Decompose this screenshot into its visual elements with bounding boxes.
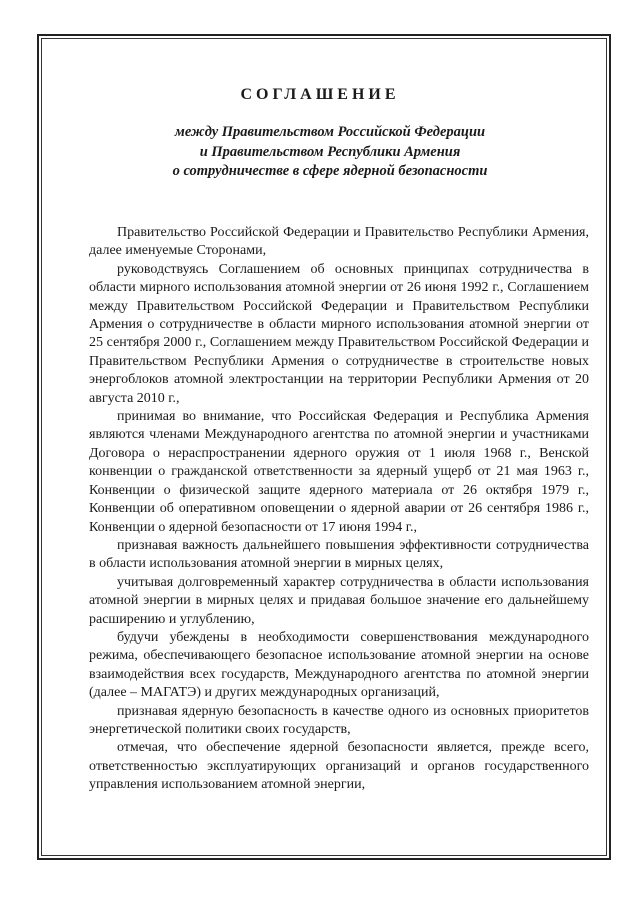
subtitle-line: и Правительством Республики Армения	[199, 143, 461, 160]
paragraph-recognizing-safety: признавая ядерную безопасность в качестве одного из основных приоритетов энергетической политики своих государств,	[89, 703, 589, 737]
subtitle-line: между Правительством Российской Федерации	[174, 124, 486, 140]
paragraph-convinced: будучи убеждены в необходимости совершенствования международного режима, обеспечивающего безопасное использование атомной энергии на основе взаимодействия всех государств, Международного агентства по атомной энергии (далее – МАГАТЭ) и других международных организаций,	[89, 629, 589, 701]
paragraph-recognizing-importance: признавая важность дальнейшего повышения эффективности сотрудничества в области использования атомной энергии в мирных целях,	[89, 537, 589, 572]
document-title: СОГЛАШЕНИЕ	[240, 86, 400, 103]
document-body	[89, 224, 589, 795]
paragraph-noting: отмечая, что обеспечение ядерной безопасности является, прежде всего, ответственностью эксплуатирующих организаций и органов государственного управления использованием атомной энергии,	[89, 740, 589, 793]
paragraph-guided-by: руководствуясь Соглашением об основных принципах сотрудничества в области мирного использования атомной энергии от 26 июня 1992 г., Соглашением между Правительством Российской Федерации и Правительством Республики Армения о сотрудничестве в области мирного использования атомной энергии от 25 сентября 2000 г., Соглашением между Правительством Российской Федерации и Правительством Республики Армения о сотрудничестве в строительстве новых энергоблоков атомной электростанции на территории Республики Армения от 20 августа 2010 г.,	[89, 261, 589, 406]
subtitle-line: о сотрудничестве в сфере ядерной безопасности	[172, 163, 488, 179]
paragraph-taking-into-account: принимая во внимание, что Российская Федерация и Республика Армения являются членами Международного агентства по атомной энергии и участниками Договора о нераспространении ядерного оружия от 1 июля 1968 г., Венской конвенции о гражданской ответственности за ядерный ущерб от 21 мая 1963 г., Конвенции о физической защите ядерного материала от 26 октября 1979 г., Конвенции об оперативном оповещении о ядерной аварии от 26 сентября 1986 г., Конвенции о ядерной безопасности от 17 июня 1994 г.,	[89, 409, 589, 535]
document-subtitle	[60, 123, 600, 182]
paragraph-considering: учитывая долговременный характер сотрудничества в области использования атомной энергии в мирных целях и придавая большое значение его дальнейшему расширению и углублению,	[89, 574, 589, 627]
paragraph-parties: Правительство Российской Федерации и Правительство Республики Армения, далее именуемые Сторонами,	[89, 225, 589, 259]
